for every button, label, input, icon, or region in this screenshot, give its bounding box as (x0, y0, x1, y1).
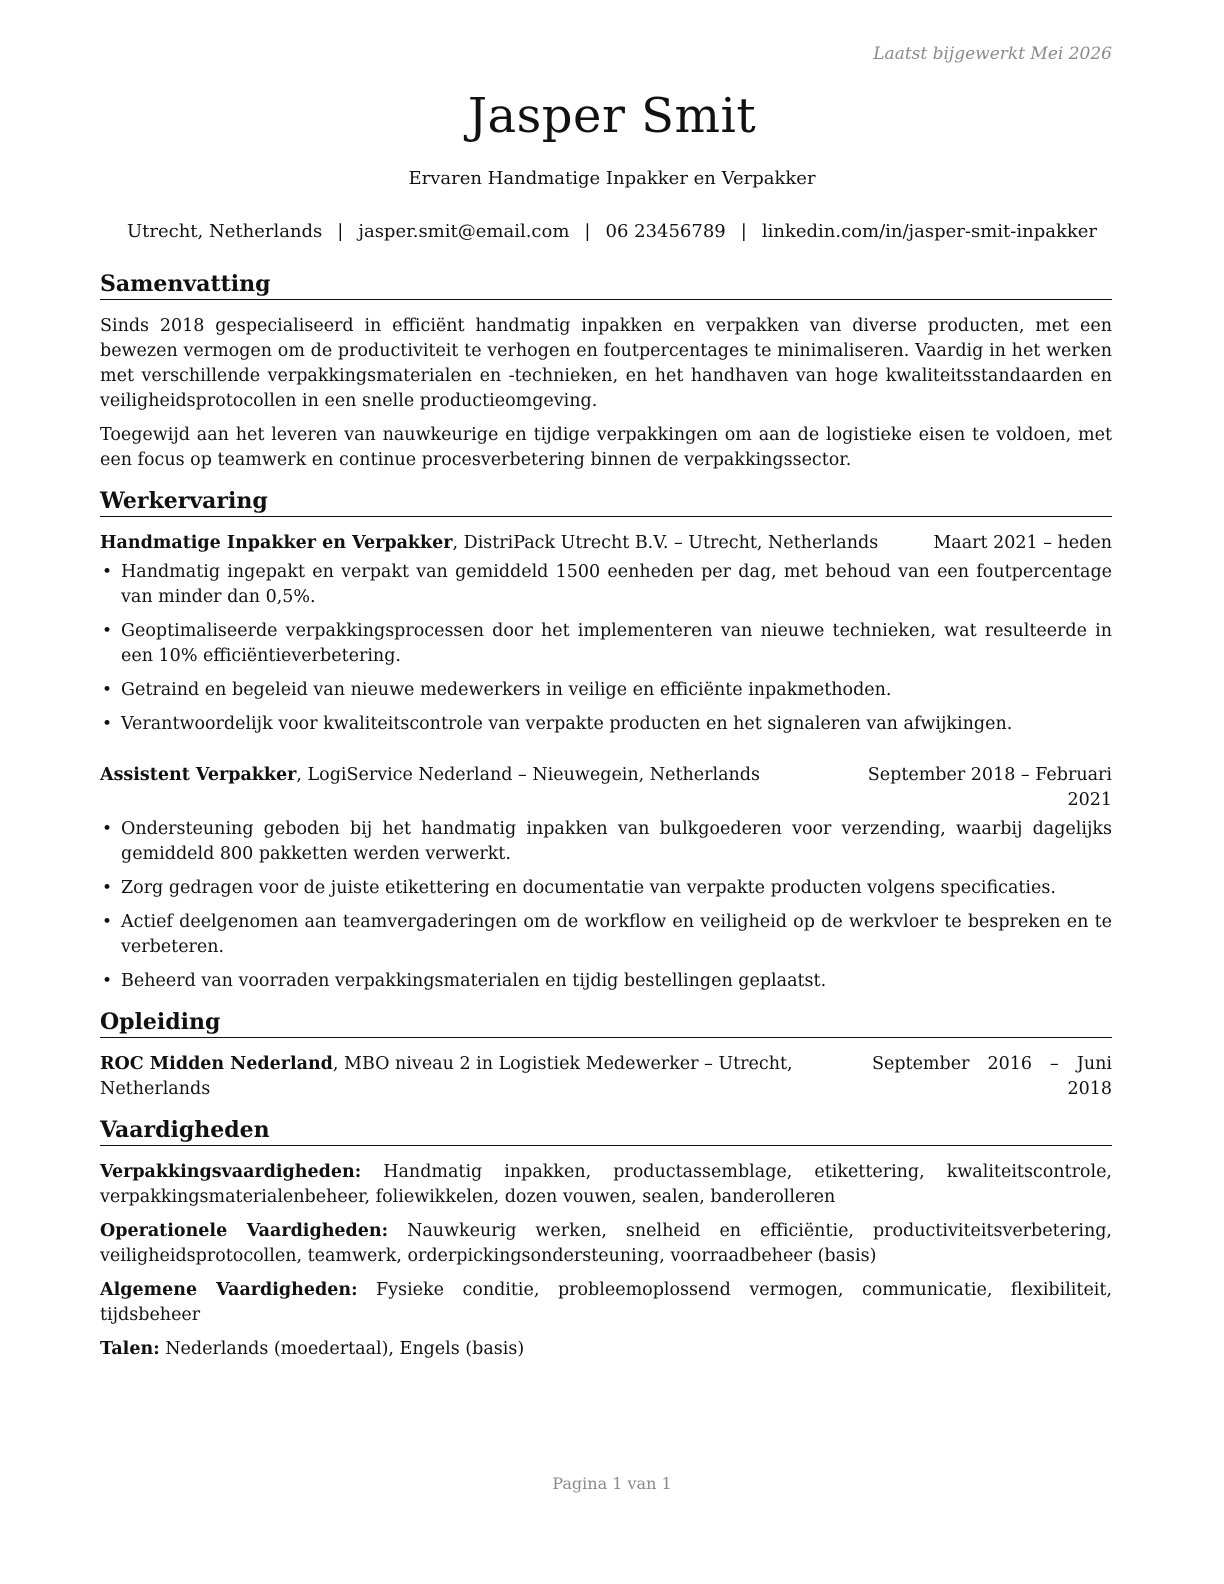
bullet-text: Handmatig ingepakt en verpakt van gemiddeld 1500 eenheden per dag, met behoud van een foutpercentage van minder dan 0,5%. (121, 562, 1112, 607)
bullet-text: Geoptimaliseerde verpakkingsprocessen door het implementeren van nieuwe technieken, wat resulteerde in een 10% efficiëntieverbetering. (121, 621, 1112, 666)
contact-phone: 06 23456789 (605, 221, 726, 242)
bullet-text: Actief deelgenomen aan teamvergaderingen om de workflow en veiligheid op de werkvloer te bespreken en te verbeteren. (121, 912, 1112, 957)
list-item: • Geoptimaliseerde verpakkingsprocessen door het implementeren van nieuwe technieken, wat resulteerde in een 10% efficiëntieverbetering. (102, 621, 1112, 666)
skill-text: Handmatig inpakken, productassemblage, etikettering, kwaliteitscontrole, verpakkingsmaterialenbeheer, foliewikkelen, dozen vouwen, sealen, banderolleren (100, 1162, 1112, 1207)
contact-separator: | (337, 221, 344, 242)
skill-group (100, 1219, 1112, 1269)
bullet-text: Beheerd van voorraden verpakkingsmaterialen en tijdig bestellingen geplaatst. (121, 971, 827, 991)
bullet-text: Ondersteuning geboden bij het handmatig inpakken van bulkgoederen voor verzending, waarbij dagelijks gemiddeld 800 pakketten werden verwerkt. (121, 819, 1112, 864)
job-company: , LogiService Nederland – Nieuwegein, Netherlands (296, 765, 760, 785)
skill-group (100, 1337, 1112, 1362)
section-title-education: Opleiding (100, 1008, 1112, 1038)
bullet-text: Verantwoordelijk voor kwaliteitscontrole van verpakte producten en het signaleren van afwijkingen. (121, 714, 1013, 734)
skill-group (100, 1278, 1112, 1328)
skill-label: Operationele Vaardigheden: (100, 1221, 389, 1241)
skill-group (100, 1160, 1112, 1210)
list-item: • Ondersteuning geboden bij het handmatig inpakken van bulkgoederen voor verzending, waarbij dagelijks gemiddeld 800 pakketten werden verwerkt. (102, 819, 1112, 864)
contact-separator: | (584, 221, 591, 242)
list-item: • Verantwoordelijk voor kwaliteitscontrole van verpakte producten en het signaleren van afwijkingen. (102, 714, 1013, 734)
contact-email[interactable]: jasper.smit@email.com (358, 221, 570, 242)
section-title-summary: Samenvatting (100, 270, 1112, 300)
list-item: • Actief deelgenomen aan teamvergaderingen om de workflow en veiligheid op de werkvloer te bespreken en te verbeteren. (102, 912, 1112, 957)
job-entry (100, 763, 1112, 994)
education-section (100, 1008, 1112, 1102)
candidate-name: Jasper Smit (467, 88, 757, 144)
list-item: • Zorg gedragen voor de juiste etikettering en documentatie van verpakte producten volgens specificaties. (102, 878, 1056, 898)
school-name: ROC Midden Nederland (100, 1054, 333, 1074)
skill-text: Nauwkeurig werken, snelheid en efficiëntie, productiviteitsverbetering, veiligheidsprotocollen, teamwerk, orderpickingsondersteuning, voorraadbeheer (basis) (100, 1221, 1112, 1266)
summary-paragraph: Toegewijd aan het leveren van nauwkeurige en tijdige verpakkingen om aan de logistieke eisen te voldoen, met een focus op teamwerk en continue procesverbetering binnen de verpakkingssector. (100, 425, 1112, 470)
job-company: , DistriPack Utrecht B.V. – Utrecht, Netherlands (452, 533, 879, 553)
section-title-skills: Vaardigheden (100, 1116, 1112, 1146)
summary-paragraph: Sinds 2018 gespecialiseerd in efficiënt handmatig inpakken en verpakken van diverse producten, met een bewezen vermogen om de productiviteit te verhogen en foutpercentages te minimaliseren. Vaardig in het werken met verschillende verpakkingsmaterialen en -technieken, en het handhaven van hoge kwaliteitsstandaarden en veiligheidsprotocollen in een snelle productieomgeving. (100, 316, 1112, 411)
contact-location: Utrecht, Netherlands (126, 221, 323, 242)
list-item: • Handmatig ingepakt en verpakt van gemiddeld 1500 eenheden per dag, met behoud van een foutpercentage van minder dan 0,5%. (102, 562, 1112, 607)
contact-line (0, 220, 1224, 244)
last-updated: Laatst bijgewerkt Mei 2026 (873, 44, 1112, 64)
education-entry (100, 1052, 1112, 1102)
skill-label: Verpakkingsvaardigheden: (100, 1162, 362, 1182)
skill-label: Talen: (100, 1339, 160, 1359)
experience-section (100, 487, 1112, 994)
job-role: Handmatige Inpakker en Verpakker (100, 533, 453, 553)
summary-section (100, 270, 1112, 473)
contact-separator: | (740, 221, 747, 242)
skill-text: Fysieke conditie, probleemoplossend vermogen, communicatie, flexibiliteit, tijdsbeheer (100, 1280, 1112, 1325)
skill-label: Algemene Vaardigheden: (100, 1280, 358, 1300)
education-detail: , MBO niveau 2 in Logistiek Medewerker – Utrecht, Netherlands (100, 1054, 793, 1099)
education-dates: September 2016 – Juni 2018 (872, 1054, 1112, 1099)
bullet-text: Zorg gedragen voor de juiste etikettering en documentatie van verpakte producten volgens specificaties. (121, 878, 1056, 898)
skills-section (100, 1116, 1112, 1362)
contact-linkedin[interactable]: linkedin.com/in/jasper-smit-inpakker (761, 221, 1098, 242)
job-dates: Maart 2021 – heden (933, 533, 1112, 553)
resume-content (100, 270, 1112, 1376)
bullet-text: Getraind en begeleid van nieuwe medewerkers in veilige en efficiënte inpakmethoden. (121, 680, 892, 700)
headline: Ervaren Handmatige Inpakker en Verpakker (408, 168, 816, 189)
skill-text: Nederlands (moedertaal), Engels (basis) (159, 1339, 525, 1359)
list-item: • Getraind en begeleid van nieuwe medewerkers in veilige en efficiënte inpakmethoden. (102, 680, 892, 700)
job-dates: September 2018 – Februari 2021 (867, 765, 1112, 810)
page-number: Pagina 1 van 1 (552, 1474, 672, 1493)
list-item: • Beheerd van voorraden verpakkingsmaterialen en tijdig bestellingen geplaatst. (102, 971, 827, 991)
job-entry (100, 531, 1112, 737)
job-role: Assistent Verpakker (100, 765, 297, 785)
section-title-experience: Werkervaring (100, 487, 1112, 517)
